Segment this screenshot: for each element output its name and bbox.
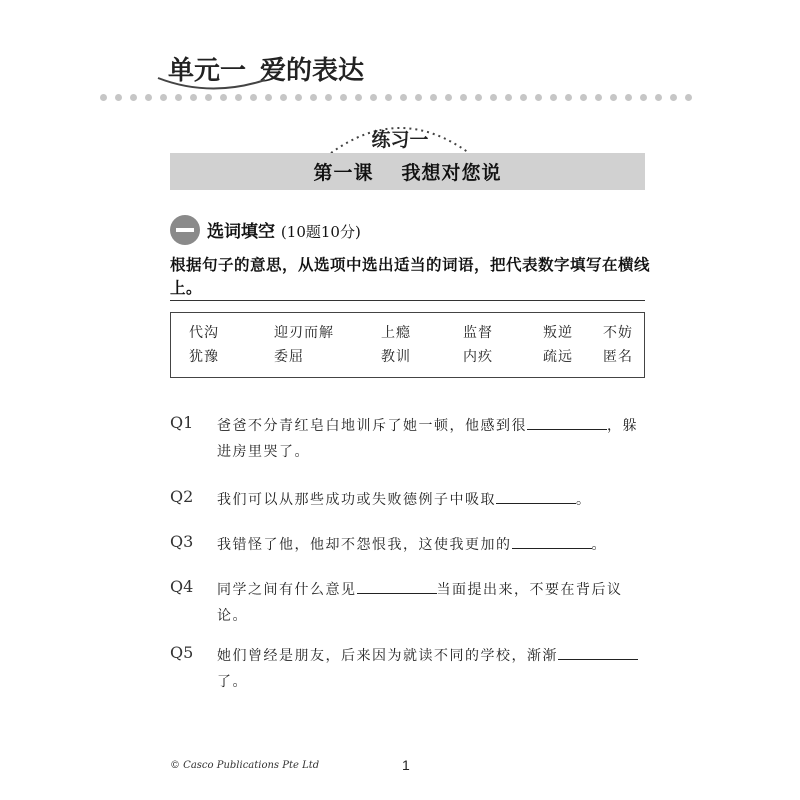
question-text-after: ，躲进房里哭了。 [217, 418, 638, 460]
word-option: 疏远 [543, 349, 573, 365]
divider-dot [580, 94, 587, 101]
answer-blank[interactable] [558, 645, 638, 660]
unit-label: 单元一 [168, 56, 247, 86]
divider-dot [430, 94, 437, 101]
question-text-after: 了。 [217, 674, 248, 690]
word-option: 上瘾 [381, 325, 411, 341]
divider-dot [325, 94, 332, 101]
dotted-divider [100, 94, 700, 106]
divider-dot [505, 94, 512, 101]
divider-dot [100, 94, 107, 101]
divider-dot [460, 94, 467, 101]
page-number: 1 [402, 757, 410, 773]
word-bank [170, 312, 645, 378]
divider-dot [310, 94, 317, 101]
divider-dot [595, 94, 602, 101]
section-name: 选词填空 [207, 222, 275, 242]
divider-dot [340, 94, 347, 101]
question-number: Q4 [170, 577, 194, 596]
word-option: 内疚 [463, 349, 493, 365]
divider-dot [295, 94, 302, 101]
question-text-before: 我们可以从那些成功或失败德例子中吸取 [217, 492, 496, 508]
question-text-before: 她们曾经是朋友，后来因为就读不同的学校，渐渐 [217, 648, 558, 664]
divider-dot [535, 94, 542, 101]
divider-dot [235, 94, 242, 101]
word-option: 代沟 [189, 325, 219, 341]
divider-dot [250, 94, 257, 101]
divider-dot [280, 94, 287, 101]
question-number: Q5 [170, 643, 194, 662]
word-option: 犹豫 [189, 349, 219, 365]
answer-blank[interactable] [357, 579, 437, 594]
question-text [217, 413, 649, 465]
word-option: 迎刃而解 [274, 325, 334, 341]
divider-dot [655, 94, 662, 101]
word-option: 不妨 [603, 325, 633, 341]
answer-blank[interactable] [512, 534, 592, 549]
divider-dot [385, 94, 392, 101]
lesson-number: 第一课 [313, 162, 374, 184]
divider-dot [160, 94, 167, 101]
question-text-before: 同学之间有什么意见 [217, 582, 357, 598]
section-one-icon [170, 215, 200, 245]
question-text [217, 532, 649, 558]
divider-dot [445, 94, 452, 101]
divider-dot [175, 94, 182, 101]
divider-dot [130, 94, 137, 101]
question-text [217, 643, 649, 695]
divider-dot [415, 94, 422, 101]
word-option: 教训 [381, 349, 411, 365]
question-text-after: 。 [576, 492, 592, 508]
divider-dot [190, 94, 197, 101]
question-text [217, 577, 649, 629]
question-text [217, 487, 649, 513]
divider-dot [670, 94, 677, 101]
divider-dot [550, 94, 557, 101]
question-text-before: 爸爸不分青红皂白地训斥了她一顿，他感到很 [217, 418, 527, 434]
divider-dot [490, 94, 497, 101]
word-option: 监督 [463, 325, 493, 341]
question-text-after: 当面提出来，不要在背后议论。 [217, 582, 623, 624]
divider-dot [520, 94, 527, 101]
question-text-after: 。 [591, 537, 607, 553]
word-bank-row [171, 322, 644, 342]
section-title [207, 217, 361, 242]
lesson-title-bar [170, 153, 645, 190]
divider-dot [220, 94, 227, 101]
divider-dot [565, 94, 572, 101]
question-number: Q3 [170, 532, 194, 551]
lesson-title: 我想对您说 [401, 162, 502, 184]
word-option: 匿名 [603, 349, 633, 365]
divider-dot [145, 94, 152, 101]
divider-dot [640, 94, 647, 101]
divider-dot [265, 94, 272, 101]
divider-dot [115, 94, 122, 101]
section-score: (10题10分) [280, 223, 361, 241]
exercise-title: 练习一 [371, 129, 429, 151]
word-bank-row [171, 346, 644, 366]
word-option: 叛逆 [543, 325, 573, 341]
divider-dot [400, 94, 407, 101]
divider-dot [685, 94, 692, 101]
divider-dot [610, 94, 617, 101]
answer-blank[interactable] [496, 489, 576, 504]
question-text-before: 我错怪了他，他却不怨恨我，这使我更加的 [217, 537, 512, 553]
divider-dot [355, 94, 362, 101]
word-option: 委屈 [274, 349, 304, 365]
unit-name: 爱的表达 [260, 56, 365, 86]
divider-dot [625, 94, 632, 101]
divider-dot [205, 94, 212, 101]
unit-underline-curve [155, 74, 275, 96]
answer-blank[interactable] [527, 415, 607, 430]
divider-dot [370, 94, 377, 101]
divider-dot [475, 94, 482, 101]
instruction-rule [170, 300, 645, 301]
question-number: Q1 [170, 413, 194, 432]
copyright-text: © Casco Publications Pte Ltd [170, 760, 320, 771]
instruction-text: 根据句子的意思，从选项中选出适当的词语，把代表数字填写在横线上。 [170, 256, 651, 297]
question-number: Q2 [170, 487, 194, 506]
